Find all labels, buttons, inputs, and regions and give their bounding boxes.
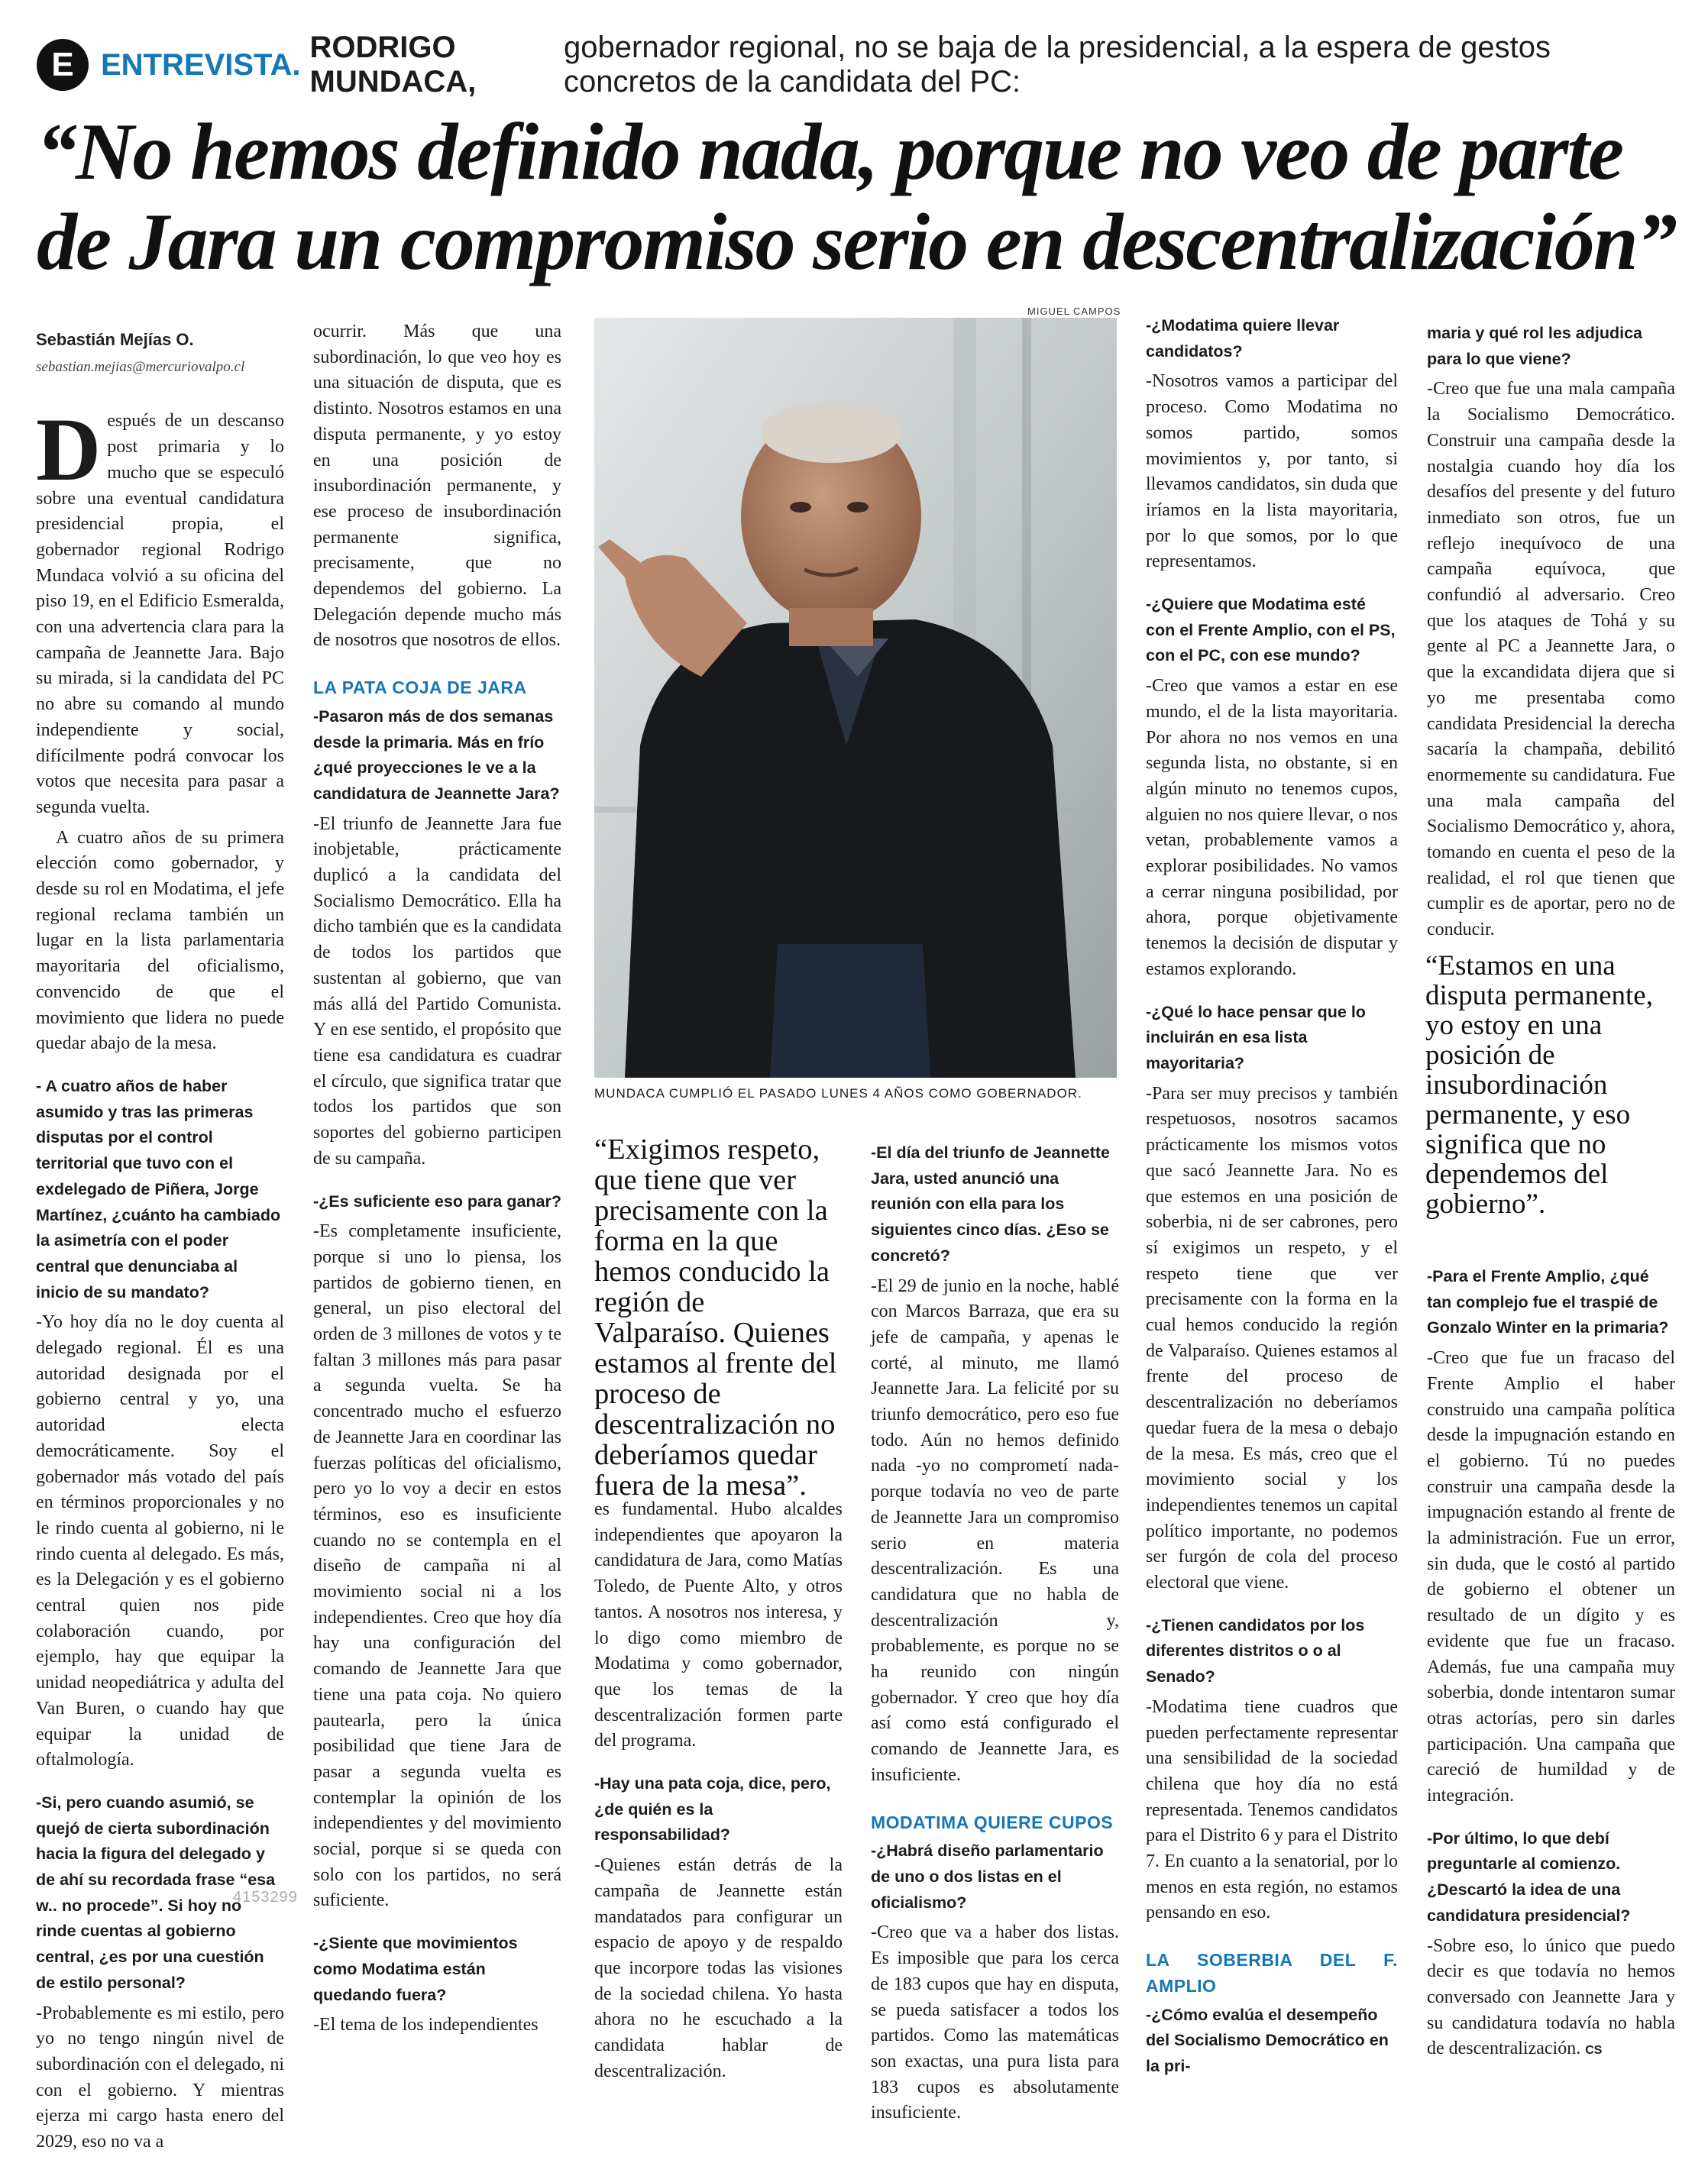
headline <box>37 107 1679 287</box>
photo-credit: MIGUEL CAMPOS <box>1027 306 1121 317</box>
question: -Si, pero cuando asumió, se quejó de cierta subordinación hacia la figura del delegado y de ahí su recordada frase “esa w.. no procede”. Si hoy no rinde cuentas al gobierno central, ¿es por una cuestión de estilo personal? <box>36 1793 276 1992</box>
answer: -Creo que fue una mala campaña la Socialismo Democrático. Construir una campaña desde la nostalgia cuando hoy día los desafíos del presente y del futuro inmediato son otros, fue un reflejo inequívoco de una campaña equívoca, que confundió al adversario. Creo que los ataques de Tohá y su gente al PC a Jeannette Jara, o que la excandidata dijera que si yo me presentaba como candidata Presidencial la derecha sacaría la champaña, debilitó enormemente su candidatura. Fue una mala campaña del Socialismo Democrático y, ahora, tomando en cuenta el peso de la realidad, el rol que tienen que cumplir es de aportar, pero no de conducir. <box>1427 379 1675 940</box>
answer: -El 29 de junio en la noche, hablé con Marcos Barraza, que era su jefe de campaña, y apenas le corté, al minuto, me llamó Jeannette Jara. La felicité por su triunfo democrático, pero eso fue todo. Aún no hemos definido nada -yo no comprometí nada- porque todavía no veo de parte de Jeannette Jara un compromiso serio en materia descentralización. Es una candidatura que no habla de descentralización y, probablemente, es porque no se ha reunido con ningún gobernador. Y creo que hoy día así como está configurado el comando de Jeannette Jara, es insuficiente. <box>871 1276 1119 1785</box>
answer: -Creo que vamos a estar en ese mundo, el de la lista mayoritaria. Por ahora no nos vemos en una segunda lista, no obstante, si en algún minuto no tenemos cupos, alguien no nos quiere llevar, o nos vetan, probablemente vamos a explorar posibilidades. No vamos a cerrar ninguna posibilidad, por ahora, porque objetivamente tenemos la decisión de disputar y estamos explorando. <box>1146 676 1398 979</box>
question: -¿Quiere que Modatima esté con el Frente Amplio, con el PS, con el PC, con ese mundo? <box>1146 595 1396 665</box>
answer: -El tema de los independientes <box>313 2015 539 2036</box>
answer: -Probablemente es mi estilo, pero yo no tengo ningún nivel de subordinación con el delegado, ni con el gobierno. Y mientras ejerza mi cargo hasta enero del 2029, eso no va a <box>36 2003 284 2152</box>
column-2 <box>313 319 561 2043</box>
pull-quote-2: “Estamos en una disputa permanente, yo estoy en una posición de insubordinación permanente, y eso significa que no dependemos del gobierno”. <box>1425 950 1653 1220</box>
section-heading: LA PATA COJA DE JARA <box>313 677 527 698</box>
section-badge: E <box>37 39 89 91</box>
question: -Por último, lo que debí preguntarle al comienzo. ¿Descartó la idea de una candidatura presidencial? <box>1427 1829 1631 1925</box>
answer: -Creo que va a haber dos listas. Es imposible que para los cerca de 183 cupos que hay en disputa, se pueda satisfacer a todos los partidos. Como las matemáticas son exactas, una pura lista para 183 cupos es absolutamente insuficiente. <box>871 1922 1119 2123</box>
column-5 <box>1146 313 1398 2084</box>
portrait-illustration <box>594 318 1117 1078</box>
byline-email: sebastian.mejias@mercuriovalpo.cl <box>36 358 245 375</box>
pull-quote-1: “Exigimos respeto, que tiene que ver precisamente con la forma en la que hemos conducido la región de Valparaíso. Quienes estamos al frente del proceso de descentralización no deberíamos quedar fuera de la mesa”. <box>594 1133 837 1502</box>
answer: -Creo que fue un fracaso del Frente Amplio el haber construido una campaña política desde la impugnación estando en el gobierno. Tú no puedes construir una campaña desde la impugnación estando al frente de la administración. Fue un error, sin duda, que le costó al partido de gobierno el obtener un resultado de un dígito y es evidente que fue un fracaso. Además, fue una campaña muy soberbia, donde intentaron sumar otras actorías, pero sin darles participación. Una campaña que careció de humildad y de integración. <box>1427 1348 1675 1806</box>
answer: -Nosotros vamos a participar del proceso. Como Modatima no somos partido, somos movimientos y, por tanto, si llevamos candidatos, sin duda que iríamos en la lista mayoritaria, por lo que somos, por lo que representamos. <box>1146 371 1398 572</box>
column-4 <box>871 1140 1119 2131</box>
question: -Hay una pata coja, dice, pero, ¿de quién es la responsabilidad? <box>594 1774 831 1845</box>
column-6-continued <box>1427 1264 1675 2068</box>
question: -El día del triunfo de Jeannette Jara, usted anunció una reunión con ella para los siguientes cinco días. ¿Eso se concretó? <box>871 1143 1110 1265</box>
headline-line-1: “No hemos definido nada, porque no veo de parte <box>37 107 1622 196</box>
question: -¿Tienen candidatos por los diferentes distritos o o al Senado? <box>1146 1615 1365 1686</box>
question: -Para el Frente Amplio, ¿qué tan complejo fue el traspié de Gonzalo Winter en la primaria? <box>1427 1267 1669 1337</box>
lead-paragraph: Después de un descanso post primaria y lo mucho que se especuló sobre una eventual candidatura presidencial propia, el gobernador regional Rodrigo Mundaca volvió a su oficina del piso 19, en el Edificio Esmeralda, con una advertencia clara para la campaña de Jeannette Jara. Bajo su mirada, si la candidata del PC no abre su comando al mundo independiente y social, difícilmente podrá convocar los votos que necesita para pasar a segunda vuelta. <box>36 399 284 817</box>
answer: -Es completamente insuficiente, porque si uno lo piensa, los partidos de gobierno tienen, en general, un piso electoral del orden de 3 millones de votos y te faltan 3 millones más para pasar a segunda vuelta. Se ha concentrado mucho el esfuerzo de Jeannette Jara en coordinar las fuerzas políticas del oficialismo, pero yo lo voy a decir en estos términos, eso es insuficiente cuando no se contempla en el diseño de campaña ni al movimiento social ni a los independientes. Creo que hoy día hay una configuración del comando de Jeannette Jara que tiene una pata coja. No quiero pautearla, pero la única posibilidad que tiene Jara de pasar a segunda vuelta es contemplar la opinión de los independientes y del movimiento social, porque si se queda con solo con los partidos, no será suficiente. <box>313 1221 561 1911</box>
end-mark: CS <box>1585 2044 1603 2058</box>
question: -¿Habrá diseño parlamentario de uno o dos listas en el oficialismo? <box>871 1841 1104 1912</box>
question: -¿Es suficiente eso para ganar? <box>313 1192 561 1211</box>
answer: -Yo hoy día no le doy cuenta al delegado regional. Él es una autoridad designada por el gobierno central y yo, una autoridad electa democráticamente. Soy el gobernador más votado del país en términos proporcionales y no le rindo cuenta al gobierno, ni le rindo cuenta al delegado. Es más, es la Delegación y es el gobierno central quien nos pide colaboración cuando, por ejemplo, hay que equipar la unidad neopediátrica y adulta del Van Buren, o cuando hay que equipar la unidad de oftalmología. <box>36 1312 284 1770</box>
column-6 <box>1427 321 1675 948</box>
body-paragraph: es fundamental. Hubo alcaldes independientes que apoyaron la candidatura de Jara, como Matías Toledo, de Puente Alto, y otros tantos. A nosotros nos interesa, y lo digo como miembro de Modatima y como gobernador, que los temas de la descentralización formen parte del programa. <box>594 1499 843 1751</box>
answer: -Modatima tiene cuadros que pueden perfectamente representar una sensibilidad de la sociedad chilena que hoy día no está representada. Tenemos candidatos para el Distrito 6 y para el Distrito 7. En cuanto a la senatorial, por lo menos en esta región, no estamos pensando en eso. <box>1146 1696 1398 1923</box>
body-paragraph: A cuatro años de su primera elección como gobernador, y desde su rol en Modatima, el jefe regional reclama también un lugar en la lista parlamentaria mayoritaria del oficialismo, convencido de que el movimiento que lidera no puede quedar abajo de la mesa. <box>36 827 284 1054</box>
photo-caption: MUNDACA CUMPLIÓ EL PASADO LUNES 4 AÑOS COMO GOBERNADOR. <box>594 1086 1082 1101</box>
column-3 <box>594 1497 843 2089</box>
kicker-name: RODRIGO MUNDACA, <box>309 31 477 99</box>
answer: -El triunfo de Jeannette Jara fue inobjetable, prácticamente duplicó a la candidata del Socialismo Democrático. Ella ha dicho también que es la candidata de todos los partidos que sustentan al gobierno, que van más allá del Partido Comunista. Y en ese sentido, el propósito que tiene esa candidatura es cuadrar el círculo, que significa tratar que todos los partidos que son soportes del gobierno participen de su campaña. <box>313 813 561 1169</box>
body-paragraph: ocurrir. Más que una subordinación, lo que veo hoy es una situación de disputa, que es distinto. Nosotros estamos en una disputa permanente, y yo estoy en una posición de insubordinación permanente, y ese proceso de insubordinación permanente significa, precisamente, que no dependemos del gobierno. La Delegación depende mucho más de nosotros que nosotros de ellos. <box>313 322 561 651</box>
answer: -Quienes están detrás de la campaña de Jeannette están mandatados para configurar un espacio de apoyo y de respaldo que incorpore todas las visiones de la sociedad chilena. Yo hasta ahora no he escuchado a la candidata hablar de descentralización. <box>594 1855 843 2081</box>
question: -¿Modatima quiere llevar candidatos? <box>1146 316 1340 361</box>
column-1 <box>36 327 284 2160</box>
answer: -Para ser muy precisos y también respetuosos, nosotros sacamos prácticamente los mismos votos que sacó Jeannette Jara. No es que estemos en una posición de soberbia, ni de ser cabrones, pero sí exigimos un respeto, y el respeto tiene que ver precisamente con la forma en la cual hemos conducido la región de Valparaíso. Quienes estamos al frente del proceso de descentralización no deberíamos quedar fuera de la mesa o debajo de la mesa. Es más, creo que el movimiento social y los independientes tenemos un capital político importante, no podemos ser furgón de cola del proceso electoral que viene. <box>1146 1083 1398 1593</box>
section-heading: LA SOBERBIA DEL F. AMPLIO <box>1146 1950 1398 1996</box>
kicker-tag: ENTREVISTA. <box>101 47 301 82</box>
kicker <box>37 31 1679 99</box>
section-heading: MODATIMA QUIERE CUPOS <box>871 1812 1114 1832</box>
question: maria y qué rol les adjudica para lo que viene? <box>1427 324 1642 368</box>
watermark: 4153299 <box>233 1889 298 1906</box>
answer: -Sobre eso, lo único que puedo decir es que todavía no hemos conversado con Jeannette Jara y su candidatura todavía no habla de descentralización. CS <box>1427 1935 1675 2059</box>
drop-cap: D <box>36 399 102 500</box>
portrait-photo <box>594 318 1117 1078</box>
headline-line-2: de Jara un compromiso serio en descentralización” <box>37 197 1676 286</box>
question: -¿Cómo evalúa el desempeño del Socialismo Democrático en la pri- <box>1146 2005 1389 2075</box>
question: -¿Qué lo hace pensar que lo incluirán en esa lista mayoritaria? <box>1146 1002 1366 1072</box>
byline-author: Sebastián Mejías O. <box>36 330 194 349</box>
question: -¿Siente que movimientos como Modatima están quedando fuera? <box>313 1934 518 2004</box>
question: -Pasaron más de dos semanas desde la primaria. Más en frío ¿qué proyecciones le ve a la candidatura de Jeannette Jara? <box>313 707 560 803</box>
kicker-text: gobernador regional, no se baja de la presidencial, a la espera de gestos concretos de la candidata del PC: <box>564 31 1551 99</box>
question: - A cuatro años de haber asumido y tras las primeras disputas por el control territorial que tuvo con el exdelegado de Piñera, Jorge Martínez, ¿cuánto ha cambiado la asimetría con el poder central que denunciaba al inicio de su mandato? <box>36 1076 281 1301</box>
